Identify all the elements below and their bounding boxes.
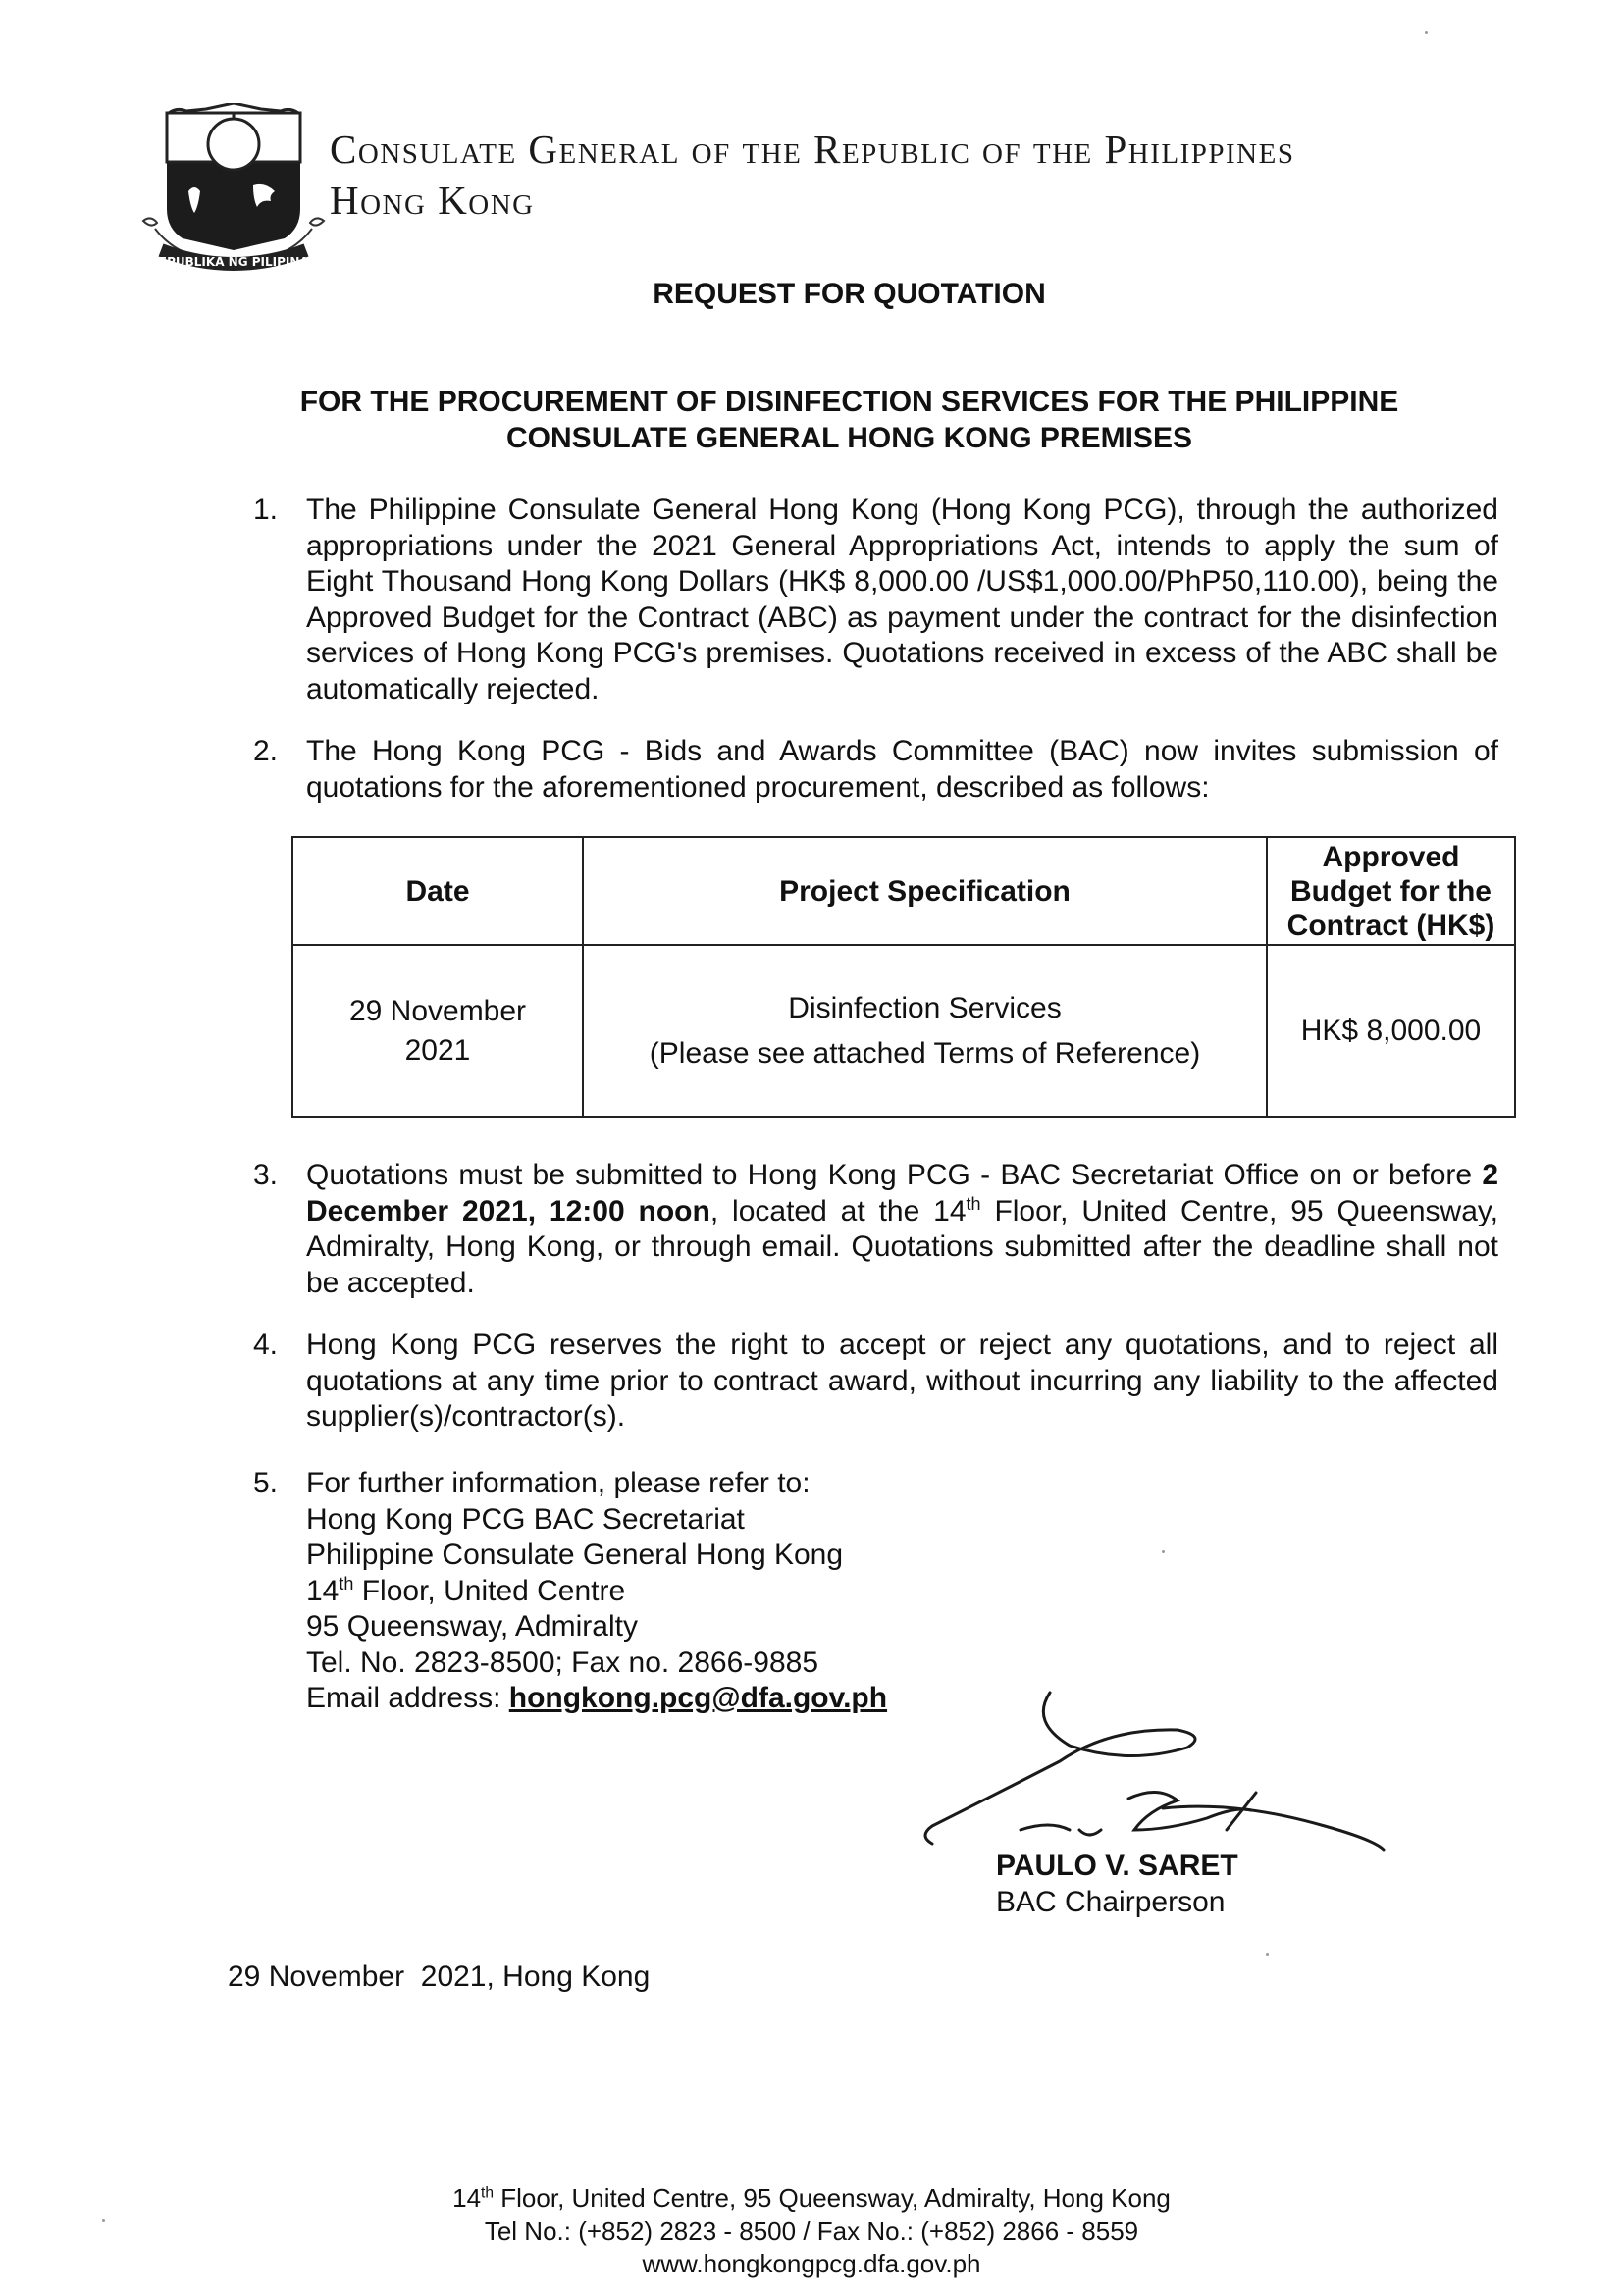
superscript: th: [481, 2184, 495, 2202]
document-title: REQUEST FOR QUOTATION: [653, 278, 1046, 310]
contact-office: Hong Kong PCG BAC Secretariat: [306, 1502, 745, 1536]
contact-floor-rest: Floor, United Centre: [353, 1574, 626, 1607]
contact-floor: [306, 1574, 1498, 1610]
email-label: Email address:: [306, 1682, 509, 1714]
cell-date: [292, 945, 583, 1117]
footer-floor-number: 14: [452, 2183, 482, 2213]
item-number: 3.: [253, 1159, 279, 1191]
procurement-table: [291, 836, 1516, 1118]
table-header-row: [292, 837, 1515, 945]
contact-intro: For further information, please refer to:: [306, 1467, 811, 1499]
submission-deadline: 2 December 2021, 12:00 noon: [306, 1159, 1498, 1227]
column-header-budget: Approved Budget for the Contract (HK$): [1267, 837, 1515, 945]
signatory-name: PAULO V. SARET: [996, 1850, 1238, 1882]
column-header-specification: Project Specification: [583, 837, 1267, 945]
scan-speck: [102, 2219, 105, 2222]
email-link[interactable]: hongkong.pcg@dfa.gov.ph: [508, 1682, 888, 1714]
scan-speck: [1162, 1550, 1165, 1553]
subtitle-line-2: CONSULATE GENERAL HONG KONG PREMISES: [506, 422, 1192, 454]
contact-block: [306, 1466, 1498, 1717]
consulate-seal-logo: [137, 103, 330, 272]
item-4-text: Hong Kong PCG reserves the right to accept or reject any quotations, and to reject all quotations at any time prior to contract award, without incurring any liability to the affected supplier(s)/contractor(s).: [306, 1329, 1498, 1433]
column-header-date: Date: [292, 837, 583, 945]
cell-date-line-1: 29 November: [348, 994, 527, 1027]
superscript: th: [966, 1193, 981, 1214]
item-3-text-after: Floor, United Centre, 95 Queensway, Admiralty, Hong Kong, or through email. Quotations submitted after the deadline shall not be accepted.: [306, 1194, 1499, 1299]
footer-address: [0, 2183, 1623, 2214]
item-number: 5.: [253, 1467, 279, 1499]
footer-address-rest: Floor, United Centre, 95 Queensway, Admiralty, Hong Kong: [494, 2183, 1171, 2213]
superscript: th: [339, 1573, 354, 1593]
contact-phones: Tel. No. 2823-8500; Fax no. 2866-9885: [306, 1645, 819, 1679]
item-3-text: [306, 1158, 1498, 1301]
cell-spec-line-1: Disinfection Services: [788, 991, 1062, 1024]
footer-website: www.hongkongpcg.dfa.gov.ph: [642, 2249, 981, 2278]
cell-specification: [583, 945, 1267, 1117]
cell-budget: HK$ 8,000.00: [1267, 945, 1515, 1117]
document-date-place: 29 November 2021, Hong Kong: [228, 1960, 651, 1993]
subtitle-line-1: FOR THE PROCUREMENT OF DISINFECTION SERVICES FOR THE PHILIPPINE: [299, 386, 1399, 418]
item-1-text: The Philippine Consulate General Hong Kong (Hong Kong PCG), through the authorized appropriations under the 2021 General Appropriations Act, intends to apply the sum of Eight Thousand Hong Kong Dollars (HK$ 8,000.00 /US$1,000.00/PhP50,110.00), being the Approved Budget for the Contract (ABC) as payment under the contract for the disinfection services of Hong Kong PCG's premises. Quotations received in excess of the ABC shall be automatically rejected.: [306, 494, 1498, 705]
item-3-text-mid: , located at the 14: [709, 1194, 967, 1227]
item-number: 1.: [253, 494, 279, 526]
contact-street: 95 Queensway, Admiralty: [306, 1610, 638, 1643]
contact-organization: Philippine Consulate General Hong Kong: [306, 1539, 844, 1571]
item-number: 4.: [253, 1329, 279, 1361]
item-number: 2.: [253, 735, 279, 767]
footer-phones: Tel No.: (+852) 2823 - 8500 / Fax No.: (+852) 2866 - 8559: [484, 2217, 1139, 2246]
table-row: [292, 945, 1515, 1117]
cell-date-line-2: 2021: [404, 1033, 471, 1067]
scan-speck: [1425, 31, 1428, 34]
contact-floor-number: 14: [306, 1574, 340, 1607]
seal-text: REPUBLIKA NG PILIPINAS: [149, 255, 318, 269]
header-city: Hong Kong: [330, 178, 535, 223]
item-3-text-before: Quotations must be submitted to Hong Kong PCG - BAC Secretariat Office on or before: [306, 1159, 1483, 1191]
item-2-text: The Hong Kong PCG - Bids and Awards Committee (BAC) now invites submission of quotations for the aforementioned procurement, described as follows:: [306, 735, 1498, 804]
signatory-role: BAC Chairperson: [996, 1886, 1226, 1918]
header-consulate-name: Consulate General of the Republic of the Philippines: [330, 127, 1295, 172]
cell-spec-line-2: (Please see attached Terms of Reference): [649, 1036, 1201, 1070]
scan-speck: [1266, 1953, 1269, 1956]
